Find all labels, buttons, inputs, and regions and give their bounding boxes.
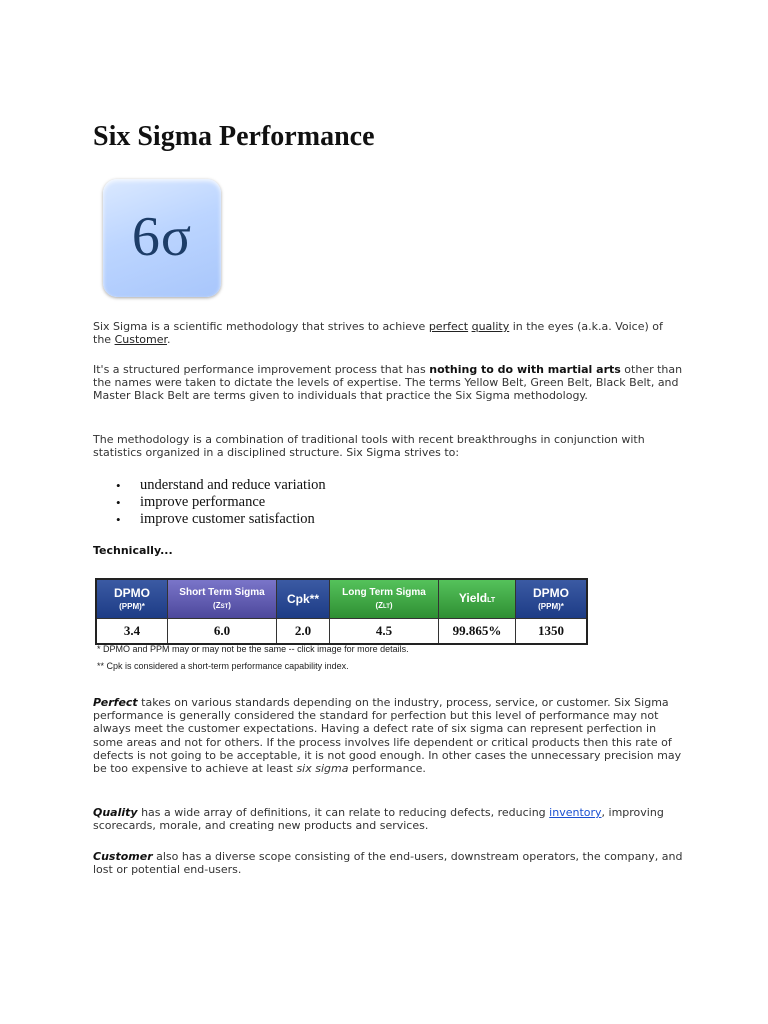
perfect-paragraph: Perfect takes on various standards depending on the industry, process, service, or customer. Six Sigma performance is generally considered the standard for perfection but this level of performance may not always meet the customer expectations. Having a defect rate of six sigma can represent perfection in some areas and not for others. If the process involves life dependent or critical products then this rate of defects is not going to be acceptable, it is not good enough. In other cases the unnecessary precision may be too expensive to achieve at least six sigma performance.: [93, 696, 682, 776]
header-dpmo-lt: DPMO (PPM)*: [516, 579, 588, 619]
customer-link[interactable]: Customer: [114, 333, 167, 347]
cell-dpmo: 3.4: [96, 619, 168, 645]
cell-cpk: 2.0: [277, 619, 330, 645]
cell-yield: 99.865%: [439, 619, 516, 645]
cell-short-term-sigma: 6.0: [168, 619, 277, 645]
table-note-cpk: ** Cpk is considered a short-term performance capability index.: [97, 661, 349, 671]
intro-paragraph: Six Sigma is a scientific methodology that strives to achieve perfect quality in the eyes (a.k.a. Voice) of the Customer.: [93, 320, 663, 347]
six-sigma-logo: [103, 179, 221, 297]
perfect-link[interactable]: perfect: [428, 320, 469, 333]
table-header-row: [96, 579, 587, 619]
cell-long-term-sigma: 4.5: [330, 619, 439, 645]
header-cpk: Cpk**: [277, 579, 330, 619]
list-item: • improve customer satisfaction: [116, 511, 326, 528]
customer-paragraph: Customer also has a diverse scope consisting of the end-users, downstream operators, the company, and lost or potential end-users.: [93, 850, 683, 877]
header-short-term-sigma: Short Term Sigma (ZST): [168, 579, 277, 619]
table-row: [96, 619, 587, 645]
martial-arts-emphasis: nothing to do with martial arts: [429, 363, 621, 376]
quality-link[interactable]: quality: [471, 320, 510, 333]
six-sigma-symbol: 6σ: [131, 206, 193, 268]
goals-list: [116, 477, 326, 528]
table-note-dpmo: * DPMO and PPM may or may not be the same -- click image for more details.: [97, 644, 409, 654]
quality-paragraph: Quality has a wide array of definitions, it can relate to reducing defects, reducing inventory, improving scorecards, morale, and creating new products and services.: [93, 806, 664, 833]
list-item: • improve performance: [116, 494, 326, 511]
header-dpmo: DPMO (PPM)*: [96, 579, 168, 619]
list-item: • understand and reduce variation: [116, 477, 326, 494]
header-long-term-sigma: Long Term Sigma (ZLT): [330, 579, 439, 619]
header-yield: YieldLT: [439, 579, 516, 619]
technically-heading: Technically...: [93, 544, 173, 557]
structured-process-paragraph: It's a structured performance improvement process that has nothing to do with martial arts other than the names were taken to dictate the levels of expertise. The terms Yellow Belt, Green Belt, Black Belt, and Master Black Belt are terms given to individuals that practice the Six Sigma methodology.: [93, 363, 683, 403]
inventory-link[interactable]: inventory: [549, 806, 602, 819]
sigma-table[interactable]: [95, 578, 588, 645]
methodology-paragraph: The methodology is a combination of traditional tools with recent breakthroughs in conjunction with statistics organized in a disciplined structure. Six Sigma strives to:: [93, 433, 645, 460]
page-title: Six Sigma Performance: [93, 121, 375, 152]
cell-dpmo-lt: 1350: [516, 619, 588, 645]
